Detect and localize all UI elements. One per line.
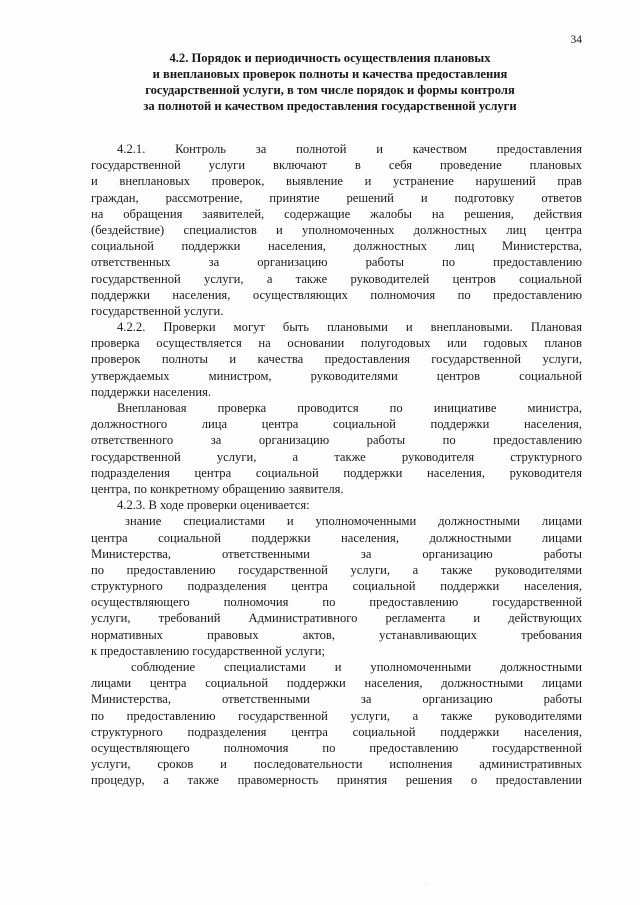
- body-line: государственной услуги включают в себя проведение плановых: [91, 158, 582, 173]
- body-line: проверок полноты и качества предоставления государственной услуги,: [91, 352, 582, 367]
- body-line: поддержки населения.: [91, 384, 212, 399]
- body-line: проверка осуществляется на основании полугодовых или годовых планов: [91, 336, 582, 351]
- page-number: 34: [570, 34, 582, 46]
- body-line: Министерства, ответственными за организацию работы: [91, 692, 582, 707]
- body-line: социальной поддержки населения, должностных лиц Министерства,: [91, 239, 582, 254]
- body-line: ответственных за организацию работы по предоставлению: [91, 255, 582, 270]
- body-line: услуги, сроков и последовательности исполнения административных: [91, 757, 582, 772]
- body-line: государственной услуги.: [91, 303, 224, 318]
- body-line: осуществляющего полномочия по предоставлению государственной: [91, 595, 582, 610]
- body-line: услуги, требований Административного регламента и действующих: [91, 611, 582, 626]
- body-line: утверждаемых министром, руководителями центров социальной: [91, 368, 582, 383]
- body-line: нормативных правовых актов, устанавливающих требования: [91, 627, 582, 642]
- body-line: граждан, рассмотрение, принятие решений и подготовку ответов: [91, 190, 582, 205]
- body-line: подразделения центра социальной поддержки населения, руководителя: [91, 465, 582, 480]
- body-line: осуществляющего полномочия по предоставлению государственной: [91, 740, 582, 755]
- body-line: по предоставлению государственной услуги, а также руководителями: [91, 708, 582, 723]
- body-line: 4.2.3. В ходе проверки оценивается:: [117, 498, 310, 513]
- body-line: Внеплановая проверка проводится по инициативе министра,: [117, 401, 582, 415]
- body-line: к предоставлению государственной услуги;: [91, 643, 326, 658]
- body-line: соблюдение специалистами и уполномоченными должностными: [131, 660, 582, 674]
- body-line: процедур, а также правомерность принятия решения о предоставлении: [91, 773, 582, 788]
- body-line: центра, по конкретному обращению заявителя.: [91, 481, 344, 496]
- body-line: по предоставлению государственной услуги, а также руководителями: [91, 562, 582, 577]
- document-body: [91, 141, 582, 789]
- body-line: должностного лица центра социальной поддержки населения,: [91, 417, 582, 432]
- heading-line: 4.2. Порядок и периодичность осуществления плановых: [169, 51, 491, 65]
- body-line: (бездействие) специалистов и уполномоченных должностных лиц центра: [91, 222, 582, 237]
- heading-line: государственной услуги, в том числе порядок и формы контроля: [145, 83, 515, 97]
- body-line: знание специалистами и уполномоченными должностными лицами: [125, 514, 582, 529]
- body-line: структурного подразделения центра социальной поддержки населения,: [91, 579, 582, 594]
- body-line: поддержки населения, осуществляющих полномочия по предоставлению: [91, 287, 582, 302]
- body-line: ответственного за организацию работы по предоставлению: [91, 433, 582, 448]
- heading-line: и внеплановых проверок полноты и качества предоставления: [152, 67, 508, 81]
- body-line: на обращения заявителей, содержащие жалобы на решения, действия: [91, 206, 582, 221]
- body-line: 4.2.1. Контроль за полнотой и качеством предоставления: [117, 142, 582, 156]
- body-line: и внеплановых проверок, выявление и устранение нарушений прав: [91, 174, 582, 189]
- body-line: структурного подразделения центра социальной поддержки населения,: [91, 724, 582, 739]
- body-line: государственной услуги, а также руководителей центров социальной: [91, 271, 582, 286]
- body-line: 4.2.2. Проверки могут быть плановыми и внеплановыми. Плановая: [117, 320, 582, 335]
- body-line: государственной услуги, а также руководителя структурного: [91, 449, 582, 464]
- body-line: центра социальной поддержки населения, должностными лицами: [91, 530, 582, 545]
- section-heading: [88, 50, 572, 114]
- body-line: Министерства, ответственными за организацию работы: [91, 546, 582, 561]
- body-line: лицами центра социальной поддержки населения, должностными лицами: [91, 676, 582, 691]
- scan-speck: ·: [425, 880, 428, 889]
- heading-line: за полнотой и качеством предоставления государственной услуги: [143, 99, 517, 113]
